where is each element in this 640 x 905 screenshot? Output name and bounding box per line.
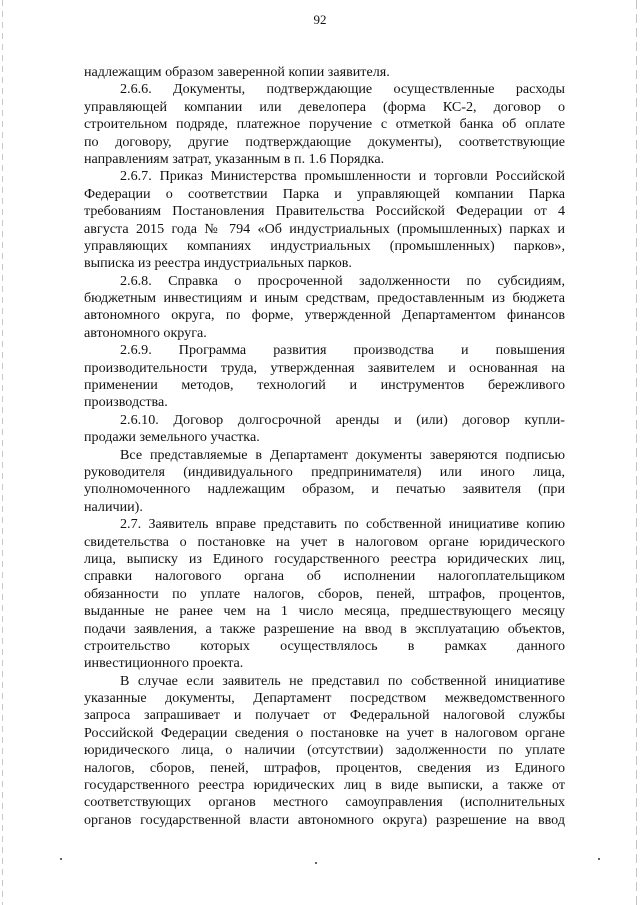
text-line: 2.6.6. Документы, подтверждающие осуществленные расходы bbox=[120, 81, 565, 98]
text-line: уполномоченного надлежащим образом, и печатью заявителя (при bbox=[84, 481, 565, 498]
text-line: Все представляемые в Департамент документы заверяются подписью bbox=[120, 446, 565, 463]
text-line: надлежащим образом заверенной копии заявителя. bbox=[84, 64, 390, 80]
text-line: Федерации о соответствии Парка и управляющей компании Парка bbox=[84, 185, 565, 202]
text-line: августа 2015 года № 794 «Об индустриальных (промышленных) парках и bbox=[84, 220, 565, 237]
text-line: выписка из реестра индустриальных парков. bbox=[84, 255, 352, 272]
scan-edge-right bbox=[636, 0, 637, 905]
text-line: Российской Федерации сведения о постановке на учет в налоговом органе bbox=[84, 724, 565, 741]
text-line: свидетельства о постановке на учет в налоговом органе юридического bbox=[84, 533, 565, 550]
text-line: направлениям затрат, указанным в п. 1.6 Порядка. bbox=[84, 150, 385, 167]
page-number: 92 bbox=[313, 12, 327, 27]
text-line: наличии). bbox=[84, 498, 143, 515]
document-body bbox=[84, 64, 565, 829]
text-line: 2.7. Заявитель вправе представить по собственной инициативе копию bbox=[120, 516, 565, 533]
text-line: 2.6.9. Программа развития производства и повышения bbox=[120, 342, 565, 359]
text-line: управляющей компании или девелопера (форма КС-2, договор о bbox=[84, 98, 565, 115]
text-line: справки налогового органа об исполнении налогоплательщиком bbox=[84, 568, 565, 585]
scan-edge-left bbox=[2, 0, 3, 905]
text-line: производства. bbox=[84, 394, 168, 411]
scan-speck bbox=[598, 858, 600, 860]
text-line: руководителя (индивидуального предпринимателя) или иного лица, bbox=[84, 463, 565, 480]
text-line: применении методов, технологий и инструментов бережливого bbox=[84, 377, 565, 394]
text-line: указанные документы, Департамент посредством межведомственного bbox=[84, 690, 565, 707]
text-line: запроса запрашивает и получает от Федеральной налоговой службы bbox=[84, 707, 565, 724]
text-line: продажи земельного участка. bbox=[84, 429, 260, 446]
text-line: по договору, другие подтверждающие документы), соответствующие bbox=[84, 133, 565, 150]
text-line: строительном подряде, платежное поручение с отметкой банка об оплате bbox=[84, 116, 565, 133]
text-line: автономного округа. bbox=[84, 324, 207, 341]
text-line: подачи заявления, а также разрешение на ввод в эксплуатацию объектов, bbox=[84, 620, 565, 637]
text-line: лица, выписку из Единого государственного реестра юридических лиц, bbox=[84, 550, 565, 567]
text-line: органов государственной власти автономного округа) разрешение на ввод bbox=[84, 811, 565, 828]
text-line: автономного округа, по форме, утвержденной Департаментом финансов bbox=[84, 307, 565, 324]
text-line: 2.6.7. Приказ Министерства промышленности и торговли Российской bbox=[120, 168, 565, 185]
text-line: юридического лица, о наличии (отсутствии) задолженности по уплате bbox=[84, 742, 565, 759]
text-line: строительство которых осуществлялось в рамках данного bbox=[84, 637, 565, 654]
text-line: налогов, сборов, пеней, штрафов, процентов, сведения из Единого bbox=[84, 759, 565, 776]
text-line: 2.6.8. Справка о просроченной задолженности по субсидиям, bbox=[120, 272, 565, 289]
text-line: выданные не ранее чем на 1 число месяца, предшествующего месяцу bbox=[84, 603, 565, 620]
text-line: управляющих компаниях индустриальных (промышленных) парков», bbox=[84, 237, 565, 254]
text-line: требованиям Постановления Правительства Российской Федерации от 4 bbox=[84, 203, 565, 220]
scan-speck bbox=[60, 858, 62, 860]
text-line: 2.6.10. Договор долгосрочной аренды и (или) договор купли- bbox=[120, 411, 565, 428]
scan-speck bbox=[315, 862, 317, 864]
text-line: государственного реестра юридических лиц в виде выписки, а также от bbox=[84, 777, 565, 794]
text-line: производительности труда, утвержденная заявителем и основанная на bbox=[84, 359, 565, 376]
text-line: обязанности по уплате налогов, сборов, пеней, штрафов, процентов, bbox=[84, 585, 565, 602]
text-line: бюджетным инвестициям и иным средствам, предоставленным из бюджета bbox=[84, 290, 565, 307]
text-line: инвестиционного проекта. bbox=[84, 655, 244, 672]
text-line: соответствующих органов местного самоуправления (исполнительных bbox=[84, 794, 565, 811]
text-line: В случае если заявитель не представил по собственной инициативе bbox=[120, 672, 565, 689]
